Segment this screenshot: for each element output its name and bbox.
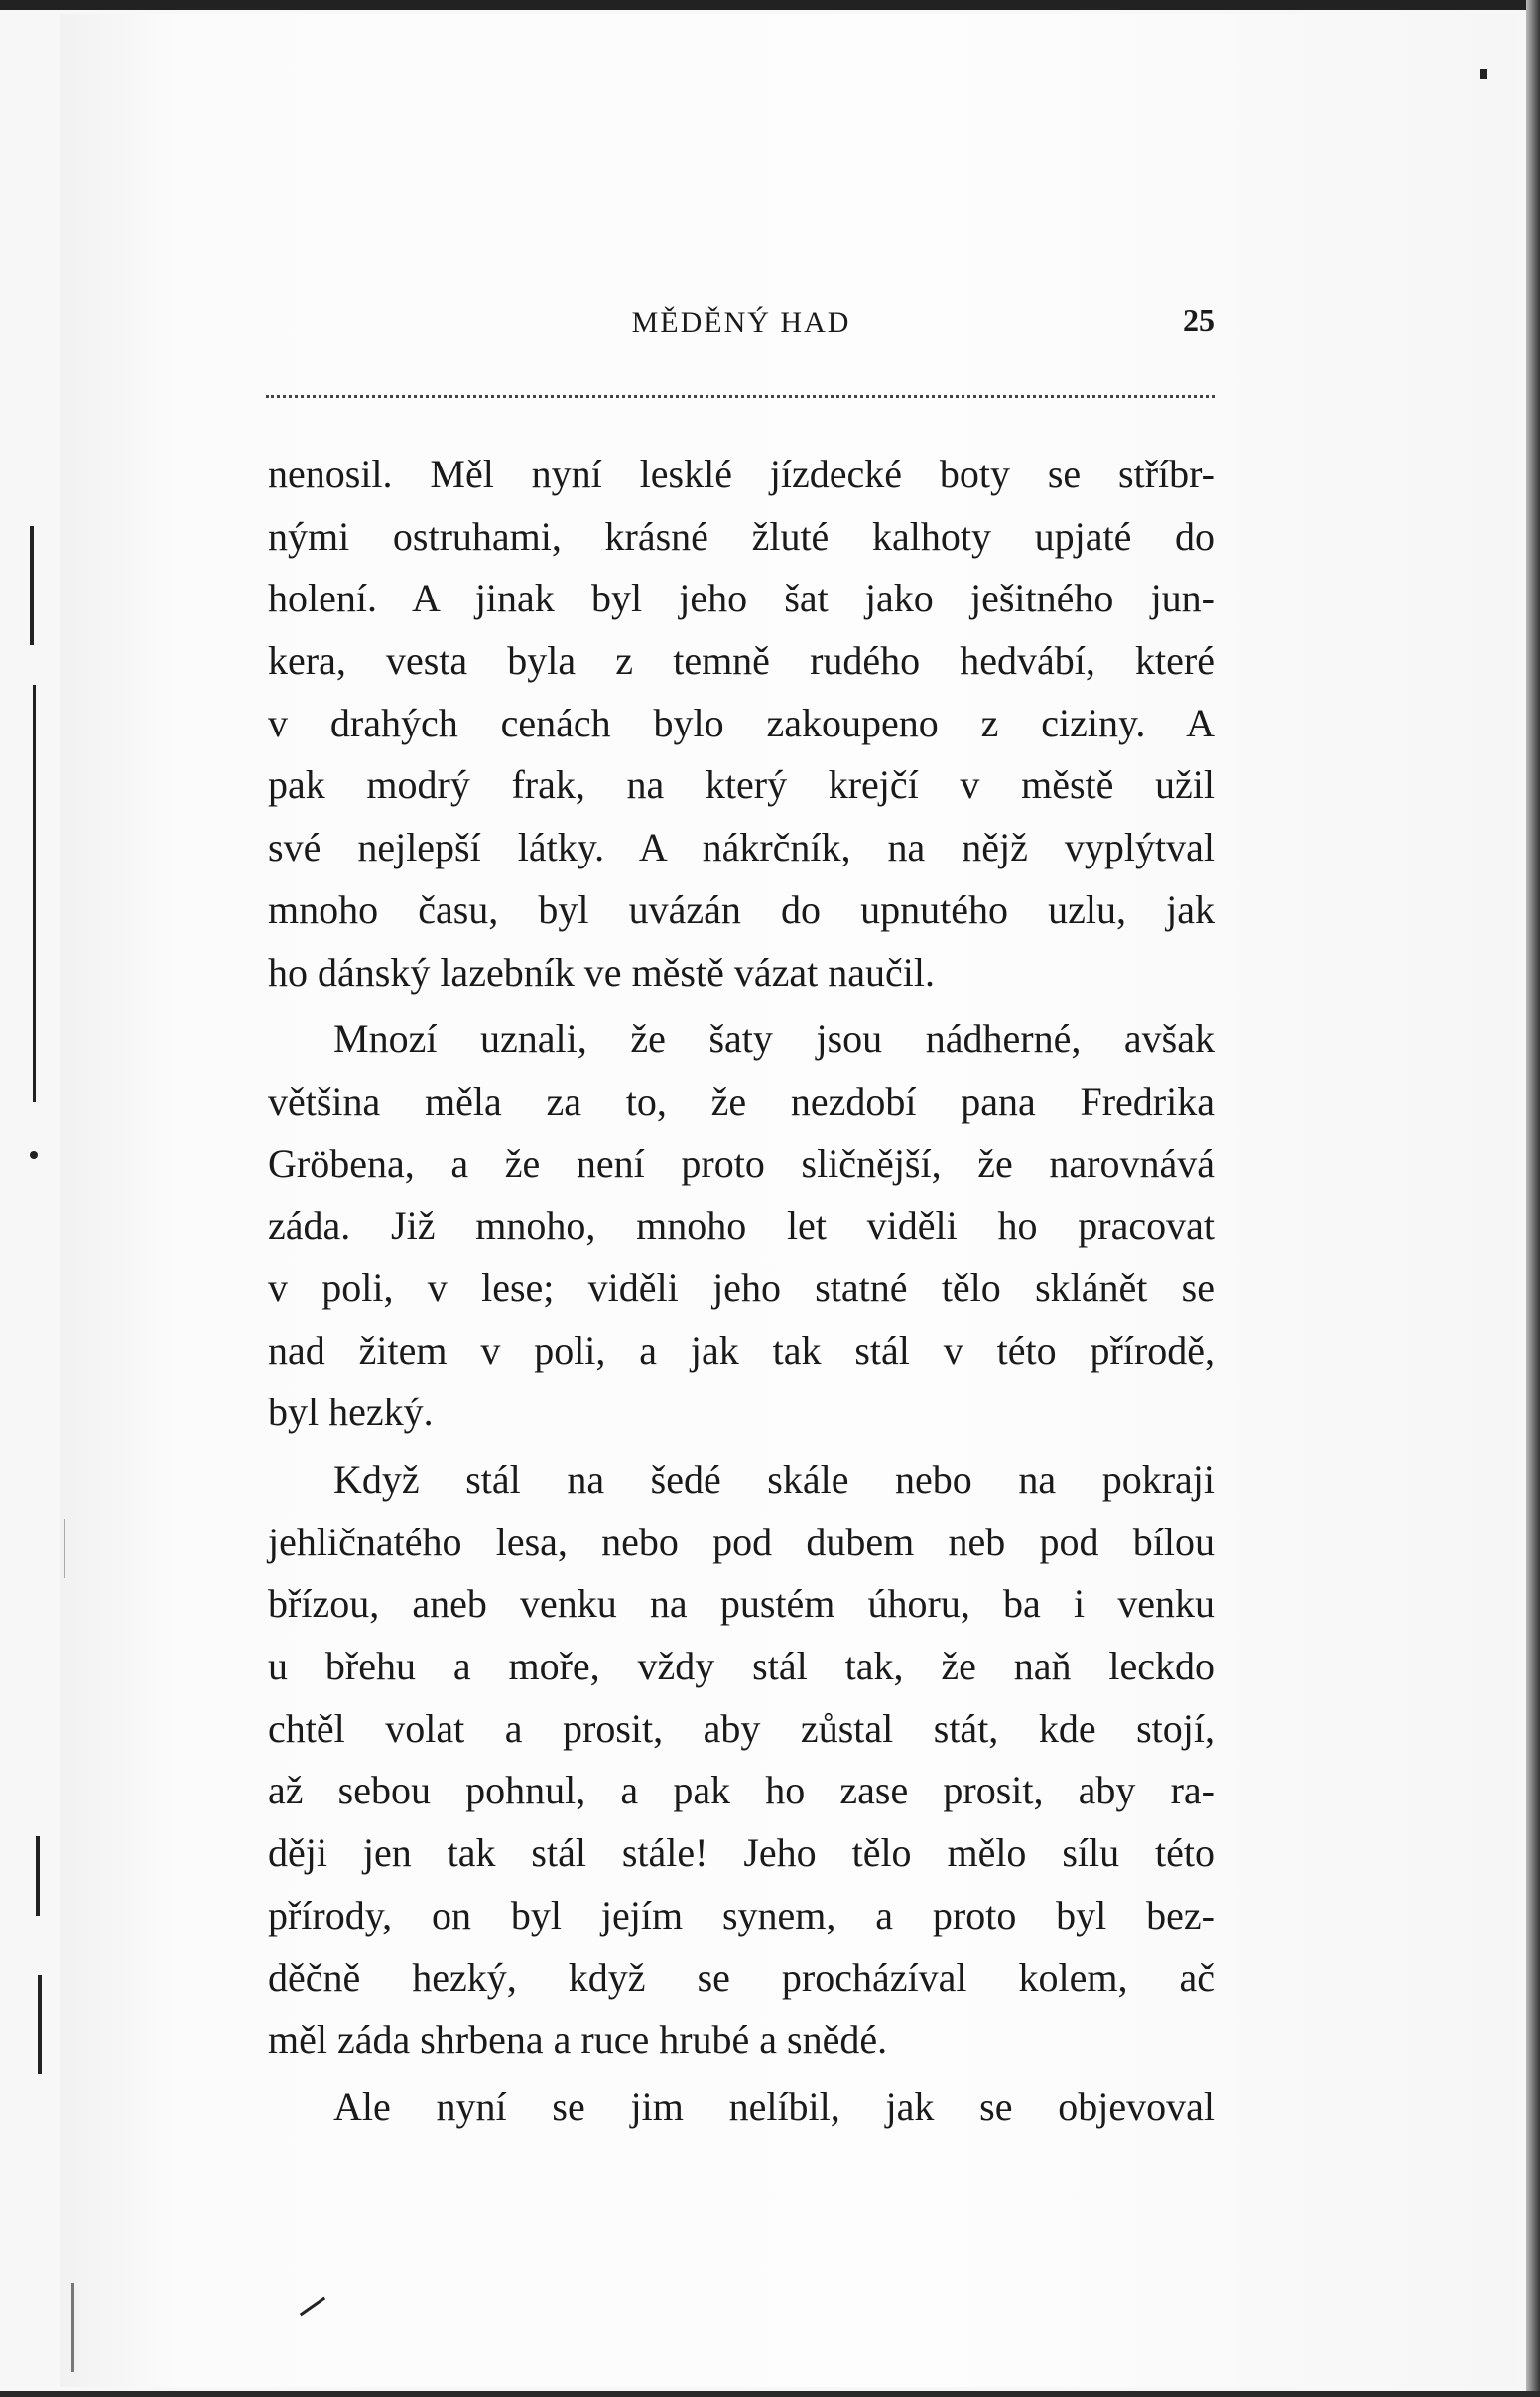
text-line: nými ostruhami, krásné žluté kalhoty upjaté do (268, 513, 1215, 559)
scan-artifact (64, 1519, 65, 1578)
text-line: jehličnatého lesa, nebo pod dubem neb pod bílou (268, 1519, 1215, 1564)
scan-artifact (30, 1151, 38, 1159)
scan-artifact (30, 526, 34, 645)
text-line: chtěl volat a prosit, aby zůstal stát, kde stojí, (268, 1705, 1215, 1751)
chapter-title: MĚDĚNÝ HAD (631, 306, 851, 338)
text-line: u břehu a moře, vždy stál tak, že naň leckdo (268, 1644, 1215, 1689)
scan-artifact (1480, 69, 1487, 79)
text-line: byl hezký. (268, 1390, 434, 1435)
text-line: v drahých cenách bylo zakoupeno z ciziny. A (268, 700, 1215, 745)
scan-artifact (33, 685, 36, 1102)
scan-edge-top (0, 0, 1540, 10)
paragraph (268, 2076, 1215, 2139)
text-line: Gröbena, a že není proto sličnější, že narovnává (268, 1140, 1215, 1186)
text-line: nenosil. Měl nyní lesklé jízdecké boty se stříbr- (268, 452, 1215, 496)
running-header (268, 298, 1215, 347)
text-line: Když stál na šedé skále nebo na pokraji (333, 1457, 1215, 1502)
paragraph (268, 1449, 1215, 2071)
text-line: své nejlepší látky. A nákrčník, na nějž vyplýtval (268, 825, 1215, 870)
scan-artifact (71, 2283, 74, 2372)
paragraph (268, 1008, 1215, 1444)
body-text (268, 444, 1215, 2144)
text-line: děčně hezký, když se procházíval kolem, ač (268, 1954, 1215, 2000)
scan-edge-right (1526, 0, 1540, 2397)
text-line: až sebou pohnul, a pak ho zase prosit, aby ra- (268, 1768, 1215, 1813)
text-line: ho dánský lazebník ve městě vázat naučil. (268, 949, 935, 995)
text-line: ději jen tak stál stále! Jeho tělo mělo sílu této (268, 1830, 1215, 1876)
text-line: Ale nyní se jim nelíbil, jak se objevoval (333, 2083, 1215, 2129)
text-line: nad žitem v poli, a jak tak stál v této přírodě, (268, 1327, 1215, 1373)
text-line: v poli, v lese; viděli jeho statné tělo sklánět se (268, 1265, 1215, 1310)
text-line: většina měla za to, že nezdobí pana Fredrika (268, 1078, 1215, 1124)
page-number: 25 (1183, 302, 1215, 337)
text-line: kera, vesta byla z temně rudého hedvábí, které (268, 638, 1215, 684)
text-line: měl záda shrbena a ruce hrubé a snědé. (268, 2017, 888, 2063)
text-line: pak modrý frak, na který krejčí v městě užil (268, 762, 1215, 808)
scan-artifact (38, 1975, 42, 2074)
scan-edge-bottom (0, 2391, 1540, 2397)
text-line: přírody, on byl jejím synem, a proto byl bez- (268, 1892, 1215, 1937)
text-line: záda. Již mnoho, mnoho let viděli ho pracovat (268, 1203, 1215, 1249)
text-line: Mnozí uznali, že šaty jsou nádherné, avšak (333, 1016, 1215, 1062)
scan-artifact (36, 1836, 40, 1916)
text-line: holení. A jinak byl jeho šat jako ješitného jun- (268, 576, 1215, 621)
text-line: mnoho času, byl uvázán do upnutého uzlu, jak (268, 886, 1215, 932)
text-line: břízou, aneb venku na pustém úhoru, ba i venku (268, 1581, 1215, 1627)
paragraph (268, 444, 1215, 1003)
dotted-divider (266, 395, 1215, 398)
